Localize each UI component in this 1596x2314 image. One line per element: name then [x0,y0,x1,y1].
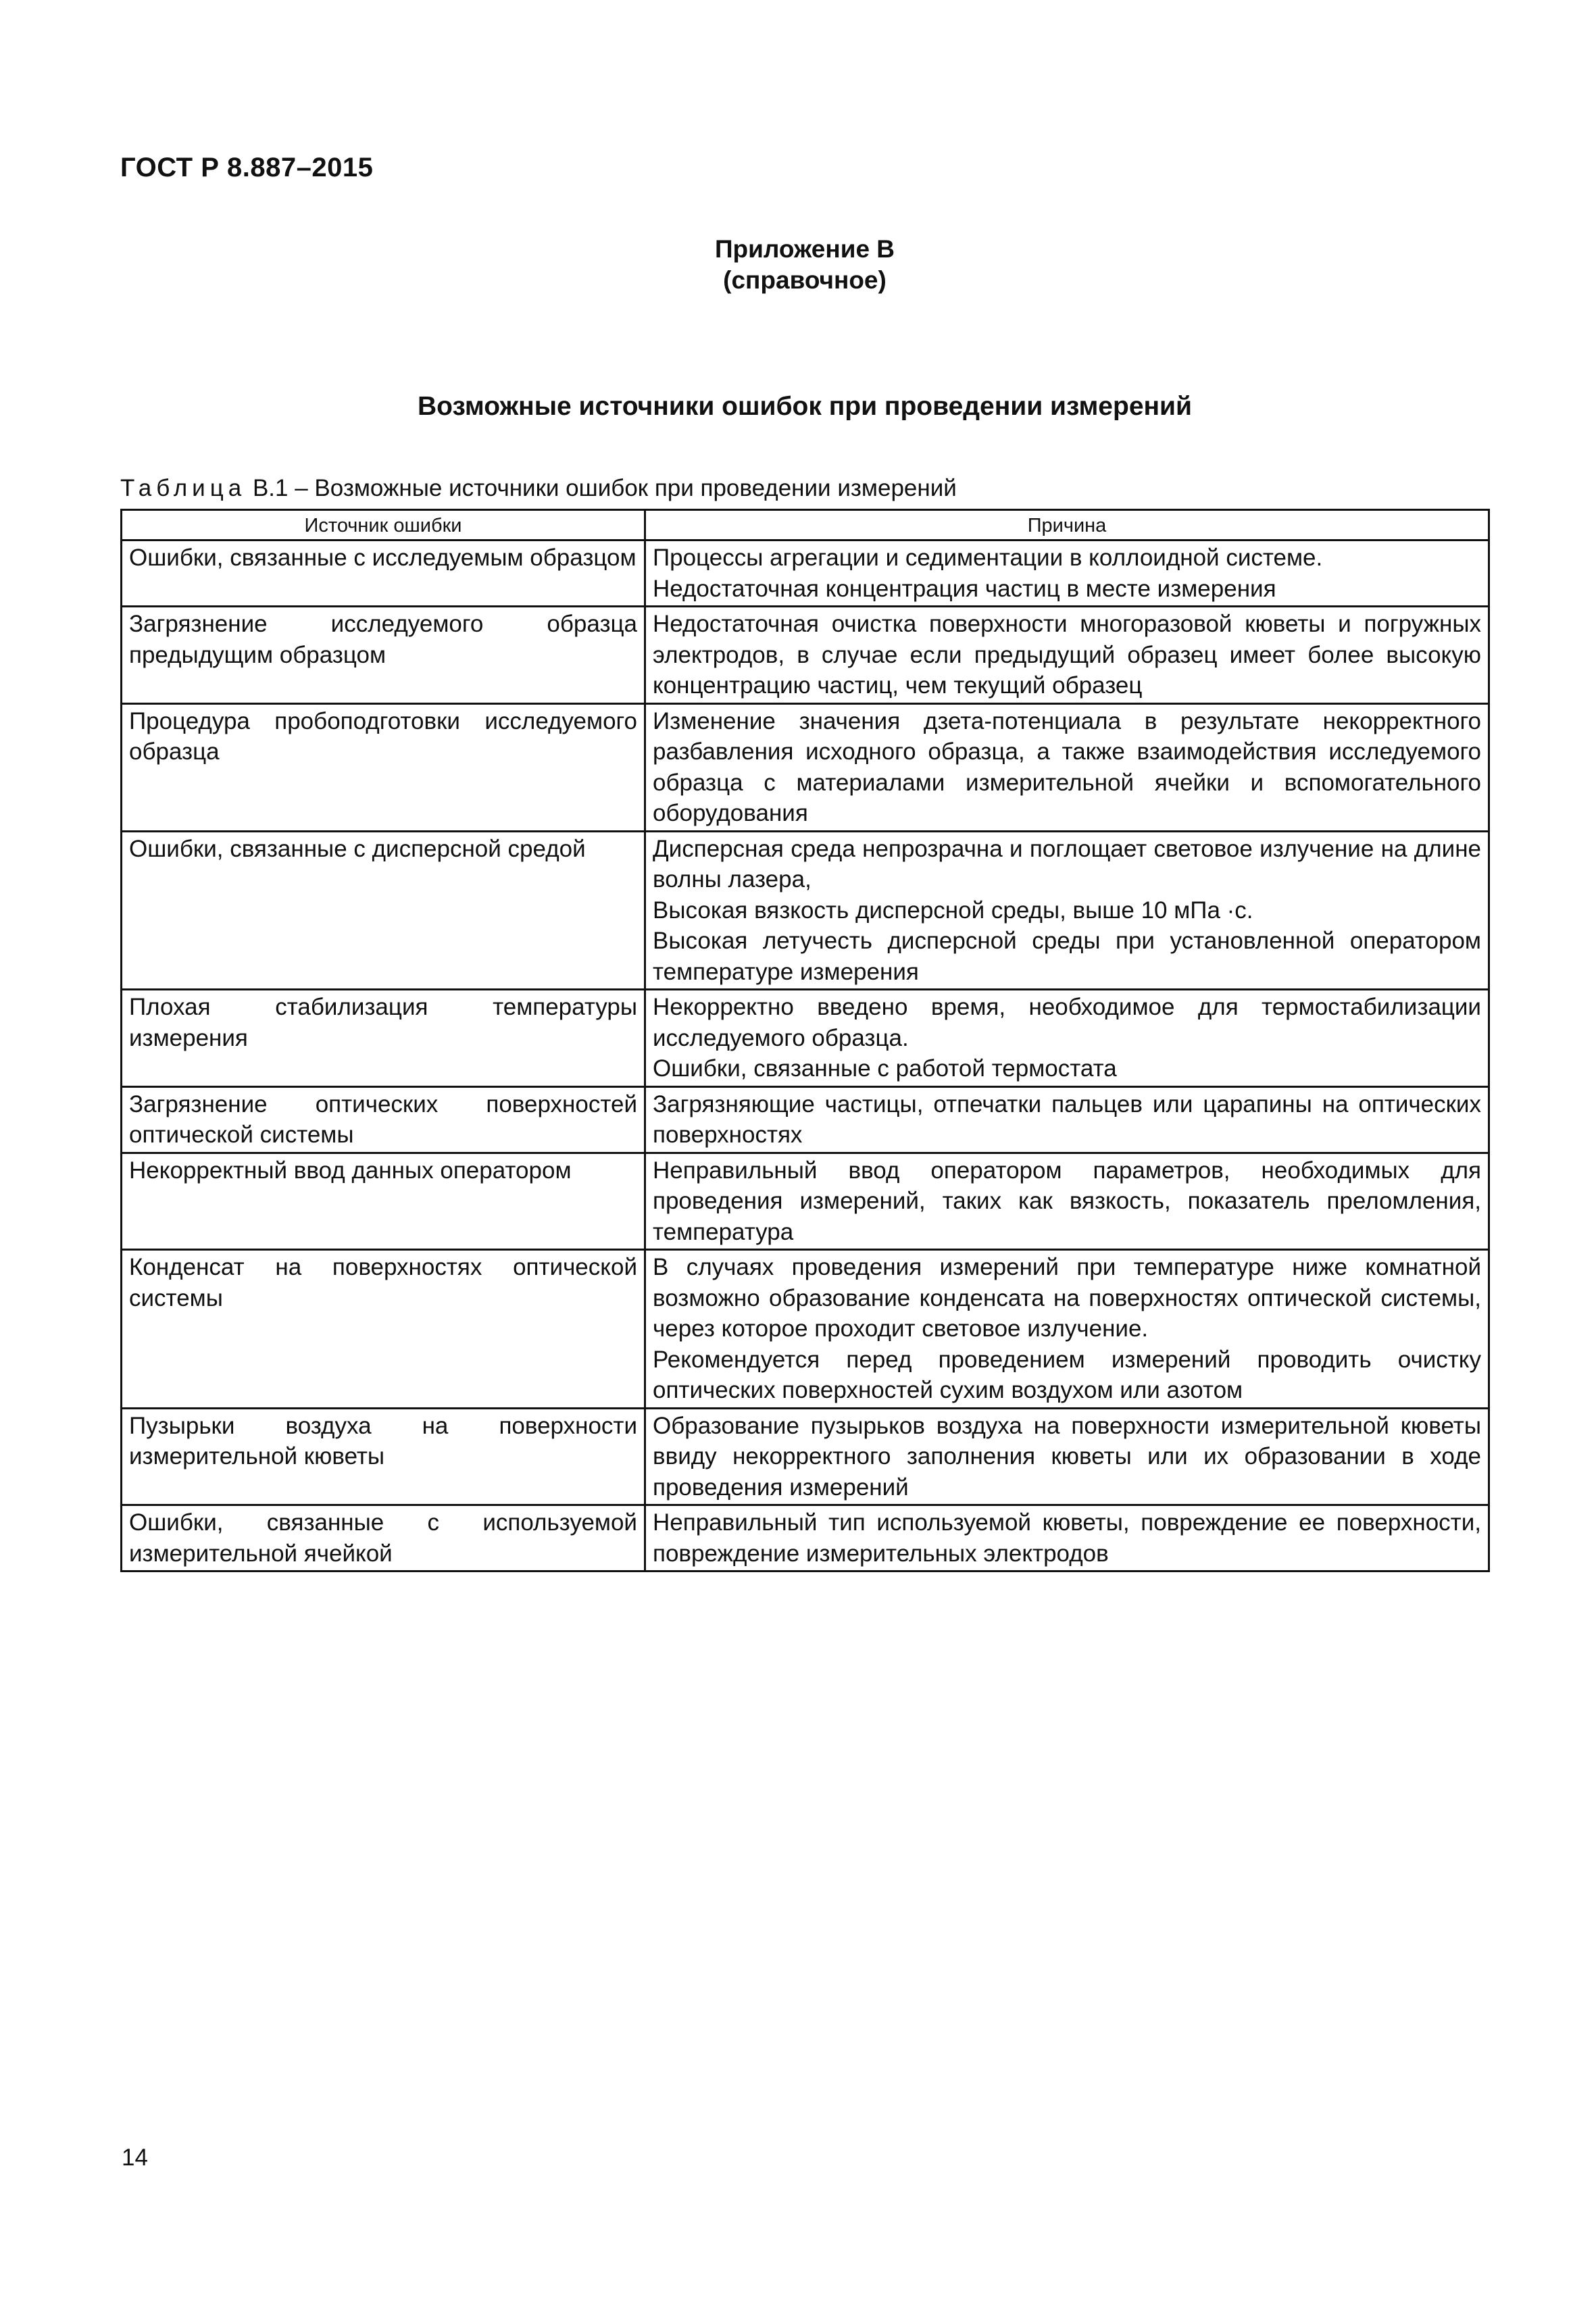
appendix-title: Приложение В [714,235,895,263]
cause-paragraph: Неправильный тип используемой кюветы, повреждение ее поверхности, повреждение измерительных электродов [653,1509,1481,1567]
cause-paragraph: Образование пузырьков воздуха на поверхности измерительной кюветы ввиду некорректного заполнения кюветы или их образовании в ходе проведения измерений [653,1412,1481,1501]
source-cell: Процедура пробоподготовки исследуемого образца [122,703,645,831]
table-row [122,831,1489,990]
table-row [122,1250,1489,1409]
table-row [122,1408,1489,1505]
table-row [122,540,1489,607]
cause-cell [645,607,1489,704]
source-cell: Загрязнение исследуемого образца предыдущим образцом [122,607,645,704]
cause-paragraph: Рекомендуется перед проведением измерений проводить очистку оптических поверхностей сухим воздухом или азотом [653,1346,1481,1403]
document-code: ГОСТ Р 8.887–2015 [120,153,374,182]
cause-cell [645,1086,1489,1153]
cause-paragraph: В случаях проведения измерений при температуре ниже комнатной возможно образование конденсата на поверхностях оптической системы, через которое проходит световое излучение. [653,1254,1481,1342]
cause-paragraph: Недостаточная очистка поверхности многоразовой кюветы и погружных электродов, в случае если предыдущий образец имеет более высокую концентрацию частиц, чем текущий образец [653,611,1481,699]
cause-cell [645,540,1489,607]
cause-paragraph: Ошибки, связанные с работой термостата [653,1055,1117,1082]
cause-cell [645,1250,1489,1409]
cause-cell [645,703,1489,831]
cause-cell [645,990,1489,1087]
cause-paragraph: Загрязняющие частицы, отпечатки пальцев или царапины на оптических поверхностях [653,1090,1481,1148]
column-header-cause: Причина [645,510,1489,540]
cause-paragraph: Высокая летучесть дисперсной среды при установленной оператором температуре измерения [653,928,1481,985]
appendix-heading [0,234,1596,296]
table-row [122,1153,1489,1250]
source-cell: Ошибки, связанные с исследуемым образцом [122,540,645,607]
table-caption-text: В.1 – Возможные источники ошибок при проведении измерений [246,475,957,501]
cause-paragraph: Некорректно введено время, необходимое для термостабилизации исследуемого образца. [653,994,1481,1051]
cause-paragraph: Процессы агрегации и седиментации в коллоидной системе. [653,545,1323,571]
source-cell: Загрязнение оптических поверхностей оптической системы [122,1086,645,1153]
table-body [122,540,1489,1571]
appendix-status: (справочное) [723,266,887,294]
cause-cell [645,1153,1489,1250]
error-sources-table [120,509,1490,1572]
table-row [122,703,1489,831]
table-row [122,1505,1489,1571]
cause-paragraph: Дисперсная среда непрозрачна и поглощает световое излучение на длине волны лазера, [653,835,1481,892]
section-title-text: Возможные источники ошибок при проведении измерений [417,392,1193,421]
table-row [122,990,1489,1087]
cause-cell [645,831,1489,990]
table-row [122,607,1489,704]
source-cell: Ошибки, связанные с используемой измерительной ячейкой [122,1505,645,1571]
source-cell: Конденсат на поверхностях оптической системы [122,1250,645,1409]
source-cell: Некорректный ввод данных оператором [122,1153,645,1250]
cause-paragraph: Неправильный ввод оператором параметров, необходимых для проведения измерений, таких как вязкость, показатель преломления, температура [653,1157,1481,1245]
table-row [122,1086,1489,1153]
table-caption-prefix: Таблица [120,475,247,501]
cause-cell [645,1408,1489,1505]
page-number: 14 [122,2144,148,2171]
column-header-source: Источник ошибки [122,510,645,540]
table-caption [120,475,957,502]
cause-paragraph: Недостаточная концентрация частиц в месте измерения [653,575,1276,602]
section-title [0,392,1596,422]
source-cell: Плохая стабилизация температуры измерения [122,990,645,1087]
source-cell: Ошибки, связанные с дисперсной средой [122,831,645,990]
source-cell: Пузырьки воздуха на поверхности измерительной кюветы [122,1408,645,1505]
cause-cell [645,1505,1489,1571]
table-header-row [122,510,1489,540]
cause-paragraph: Высокая вязкость дисперсной среды, выше 10 мПа ·с. [653,897,1253,924]
cause-paragraph: Изменение значения дзета-потенциала в результате некорректного разбавления исходного образца, а также взаимодействия исследуемого образца с материалами измерительной ячейки и вспомогательного оборудования [653,707,1481,826]
